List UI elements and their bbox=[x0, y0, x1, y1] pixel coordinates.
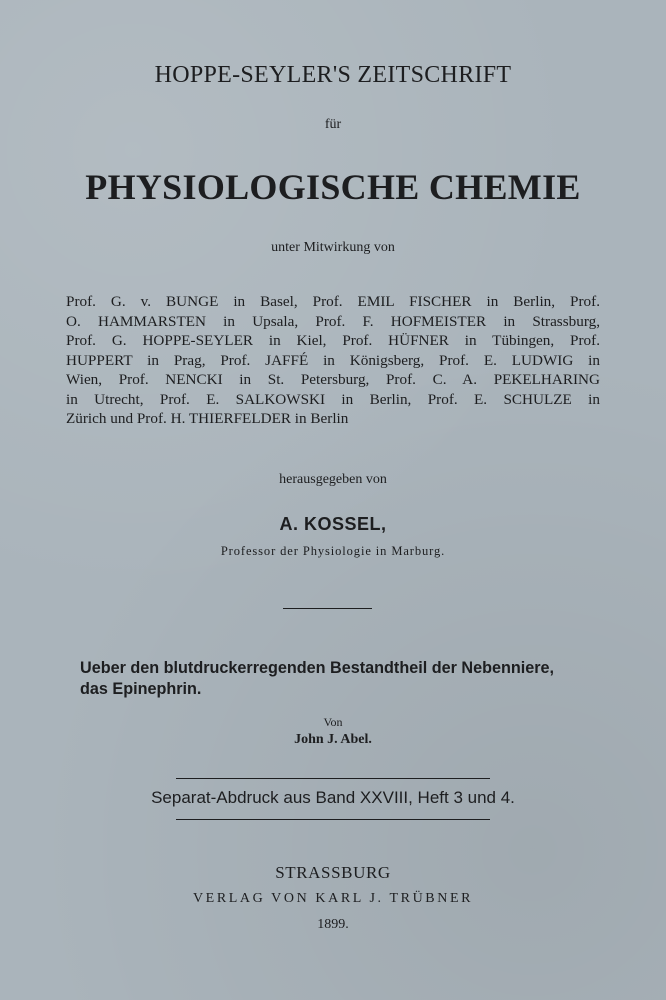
contributors-line: O. HAMMARSTEN in Upsala, Prof. F. HOFMEISTER in Strassburg, bbox=[66, 312, 600, 330]
article-title bbox=[80, 658, 554, 700]
contributors-list bbox=[66, 292, 600, 429]
journal-subtitle: PHYSIOLOGISCHE CHEMIE bbox=[85, 167, 581, 207]
contributors-line: Zürich und Prof. H. THIERFELDER in Berlin bbox=[66, 410, 349, 427]
article-title-line: Ueber den blutdruckerregenden Bestandtheil der Nebenniere, bbox=[80, 659, 555, 677]
editor-name: A. KOSSEL, bbox=[279, 514, 387, 534]
editor-intro: herausgegeben von bbox=[279, 472, 387, 487]
contributors-line: Prof. G. v. BUNGE in Basel, Prof. EMIL FISCHER in Berlin, Prof. bbox=[66, 293, 600, 310]
article-title-line: das Epinephrin. bbox=[80, 680, 202, 698]
editor-role: Professor der Physiologie in Marburg. bbox=[220, 544, 446, 558]
contributors-line: in Utrecht, Prof. E. SALKOWSKI in Berlin, Prof. E. SCHULZE in bbox=[66, 390, 600, 408]
imprint-year: 1899. bbox=[317, 917, 349, 932]
imprint-publisher: VERLAG VON KARL J. TRÜBNER bbox=[192, 891, 474, 906]
contributors-line: Wien, Prof. NENCKI in St. Petersburg, Prof. C. A. PEKELHARING bbox=[66, 371, 600, 388]
divider bbox=[176, 778, 490, 779]
offprint-note: Separat-Abdruck aus Band XXVIII, Heft 3 und 4. bbox=[151, 788, 515, 807]
contributors-line: HUPPERT in Prag, Prof. JAFFÉ in Königsberg, Prof. E. LUDWIG in bbox=[66, 351, 600, 369]
article-author: John J. Abel. bbox=[294, 732, 372, 747]
contributors-line: Prof. G. HOPPE-SEYLER in Kiel, Prof. HÜFNER in Tübingen, Prof. bbox=[66, 332, 600, 349]
article-by: Von bbox=[323, 715, 343, 729]
divider bbox=[283, 608, 372, 609]
journal-title: HOPPE-SEYLER'S ZEITSCHRIFT bbox=[154, 62, 512, 88]
divider bbox=[176, 819, 490, 820]
journal-title-connector: für bbox=[324, 117, 342, 132]
collaboration-intro: unter Mitwirkung von bbox=[271, 240, 395, 255]
imprint-city: STRASSBURG bbox=[275, 863, 391, 882]
